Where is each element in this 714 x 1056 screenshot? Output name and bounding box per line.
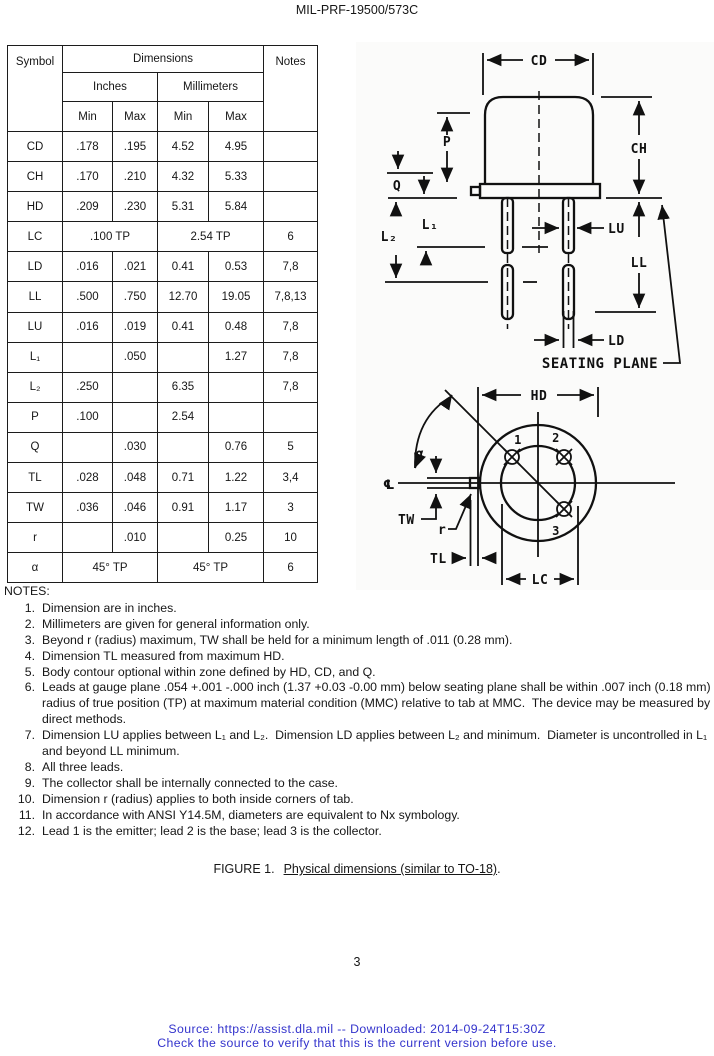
table-cell	[158, 432, 209, 462]
figure-caption-underlined: Physical dimensions (similar to TO-18)	[283, 862, 498, 876]
note-text: Millimeters are given for general information only.	[42, 616, 310, 631]
note-number: 3.	[24, 632, 35, 647]
note-item	[4, 792, 712, 808]
table-cell: .046	[113, 493, 158, 523]
table-row	[8, 192, 318, 222]
table-cell: LL	[8, 282, 63, 312]
table-cell: Q	[8, 432, 63, 462]
notes-list	[4, 601, 712, 840]
table-row	[8, 252, 318, 282]
table-cell: .019	[113, 312, 158, 342]
table-cell	[158, 342, 209, 372]
table-cell: LU	[8, 312, 63, 342]
table-cell	[113, 402, 158, 432]
table-cell: .036	[63, 493, 113, 523]
table-cell: 7,8	[264, 372, 318, 402]
table-cell: 0.76	[209, 432, 264, 462]
table-cell: 2.54	[158, 402, 209, 432]
table-cell: .195	[113, 132, 158, 162]
table-cell	[158, 523, 209, 553]
table-cell: 4.32	[158, 162, 209, 192]
table-cell: .016	[63, 312, 113, 342]
notes-section	[4, 584, 712, 840]
note-number: 6.	[24, 680, 35, 695]
table-cell: .170	[63, 162, 113, 192]
table-cell: .750	[113, 282, 158, 312]
table-cell: 5.31	[158, 192, 209, 222]
col-header-dimensions: Dimensions	[63, 46, 264, 73]
col-header-inches-max: Max	[113, 102, 158, 132]
figure-caption-prefix: FIGURE 1.	[213, 862, 275, 876]
note-number: 12.	[17, 823, 35, 838]
footer-verify-line: Check the source to verify that this is the current version before use.	[157, 1035, 557, 1050]
table-cell: 6.35	[158, 372, 209, 402]
note-item	[4, 665, 712, 681]
table-cell: TW	[8, 493, 63, 523]
table-cell: P	[8, 402, 63, 432]
col-header-inches-min: Min	[63, 102, 113, 132]
table-row	[8, 463, 318, 493]
table-cell	[63, 432, 113, 462]
note-item	[4, 760, 712, 776]
table-cell: 0.41	[158, 312, 209, 342]
label-alpha: α	[415, 447, 425, 462]
table-cell: 12.70	[158, 282, 209, 312]
dimension-table	[7, 45, 318, 583]
table-cell: .178	[63, 132, 113, 162]
table-cell: 0.71	[158, 463, 209, 493]
table-cell: .028	[63, 463, 113, 493]
table-row	[8, 432, 318, 462]
table-cell	[264, 162, 318, 192]
label-tl: TL	[430, 552, 447, 567]
table-cell: 3	[264, 493, 318, 523]
table-cell: .250	[63, 372, 113, 402]
note-text: Leads at gauge plane .054 +.001 -.000 inch (1.37 +0.03 -0.00 mm) below seating plane shall be within .007 inch (0.18 mm) radius of true position (TP) at maximum material condition (MMC) relative to tab at MMC. The device may be measured by direct methods.	[42, 680, 714, 727]
table-cell	[264, 402, 318, 432]
note-item	[4, 728, 712, 760]
label-ld: LD	[608, 334, 625, 349]
table-cell: HD	[8, 192, 63, 222]
table-cell: 1.17	[209, 493, 264, 523]
table-cell	[63, 342, 113, 372]
table-cell: 2.54 TP	[158, 222, 264, 252]
table-cell: .100	[63, 402, 113, 432]
note-text: Beyond r (radius) maximum, TW shall be held for a minimum length of .011 (0.28 mm).	[42, 632, 513, 647]
bottom-view-drawing	[358, 382, 714, 590]
table-cell: 0.48	[209, 312, 264, 342]
label-r: r	[438, 523, 447, 538]
table-cell: .230	[113, 192, 158, 222]
table-cell: 7,8	[264, 342, 318, 372]
note-number: 10.	[17, 791, 35, 806]
label-seating-plane: SEATING PLANE	[541, 356, 658, 372]
col-header-inches: Inches	[63, 73, 158, 102]
table-cell: LD	[8, 252, 63, 282]
notes-title: NOTES:	[4, 584, 50, 598]
note-item	[4, 680, 712, 728]
table-cell: 4.95	[209, 132, 264, 162]
note-number: 11.	[18, 807, 35, 822]
note-number: 9.	[24, 775, 35, 790]
table-cell: .010	[113, 523, 158, 553]
table-row	[8, 312, 318, 342]
table-cell: r	[8, 523, 63, 553]
note-text: Dimension TL measured from maximum HD.	[42, 648, 285, 663]
label-l2: L₂	[380, 230, 398, 245]
table-cell: 45° TP	[63, 553, 158, 583]
table-row	[8, 523, 318, 553]
download-source-footer	[0, 1023, 714, 1050]
table-row	[8, 132, 318, 162]
table-row	[8, 282, 318, 312]
note-item	[4, 824, 712, 840]
table-cell: 7,8	[264, 252, 318, 282]
label-l1: L₁	[421, 218, 439, 233]
table-cell: .209	[63, 192, 113, 222]
note-text: Lead 1 is the emitter; lead 2 is the base; lead 3 is the collector.	[42, 823, 382, 838]
dim-table-body	[8, 132, 318, 583]
table-cell: 1.22	[209, 463, 264, 493]
label-tw: TW	[398, 513, 415, 528]
table-cell: 7,8,13	[264, 282, 318, 312]
note-text: Dimension LU applies between L₁ and L₂. Dimension LD applies between L₂ and minimum. Diameter is uncontrolled in L₁ and beyond LL minimum.	[42, 728, 711, 759]
table-cell: CH	[8, 162, 63, 192]
note-item	[4, 776, 712, 792]
label-ll: LL	[630, 256, 648, 271]
table-cell: 6	[264, 222, 318, 252]
figure-caption-suffix: .	[497, 862, 501, 876]
table-cell: L₁	[8, 342, 63, 372]
note-text: Dimension are in inches.	[42, 600, 177, 615]
table-cell: 0.91	[158, 493, 209, 523]
label-centerline-symbol: ℄	[382, 478, 396, 493]
table-cell: 5.33	[209, 162, 264, 192]
table-cell	[264, 132, 318, 162]
table-row	[8, 553, 318, 583]
table-row	[8, 402, 318, 432]
table-row	[8, 162, 318, 192]
table-cell: 5	[264, 432, 318, 462]
note-item	[4, 633, 712, 649]
note-number: 8.	[24, 759, 35, 774]
table-cell: .050	[113, 342, 158, 372]
table-cell: 0.25	[209, 523, 264, 553]
col-header-mm-min: Min	[158, 102, 209, 132]
document-title: MIL-PRF-19500/573C	[295, 3, 419, 17]
note-item	[4, 617, 712, 633]
note-number: 7.	[24, 728, 35, 743]
note-text: All three leads.	[42, 759, 124, 774]
table-cell: 5.84	[209, 192, 264, 222]
note-text: The collector shall be internally connected to the case.	[42, 775, 338, 790]
note-item	[4, 808, 712, 824]
table-cell: .021	[113, 252, 158, 282]
table-cell: 0.53	[209, 252, 264, 282]
col-header-symbol: Symbol	[8, 46, 63, 132]
table-cell: 45° TP	[158, 553, 264, 583]
note-item	[4, 649, 712, 665]
footer-source-line: Source: https://assist.dla.mil -- Downloaded: 2014-09-24T15:30Z	[168, 1022, 546, 1036]
table-cell: LC	[8, 222, 63, 252]
table-cell	[113, 372, 158, 402]
note-number: 2.	[24, 616, 35, 631]
figure-caption	[0, 862, 714, 876]
label-p: P	[442, 135, 452, 150]
table-cell: .100 TP	[63, 222, 158, 252]
table-row	[8, 372, 318, 402]
side-view-drawing	[358, 45, 714, 381]
table-cell: .500	[63, 282, 113, 312]
table-cell: L₂	[8, 372, 63, 402]
table-cell	[63, 523, 113, 553]
table-cell: 4.52	[158, 132, 209, 162]
label-lead1: 1	[514, 433, 522, 447]
note-number: 5.	[24, 664, 35, 679]
table-cell: 7,8	[264, 312, 318, 342]
table-row	[8, 342, 318, 372]
note-number: 1.	[24, 600, 35, 615]
table-cell: .030	[113, 432, 158, 462]
col-header-mm-max: Max	[209, 102, 264, 132]
table-cell: 6	[264, 553, 318, 583]
label-hd: HD	[530, 389, 548, 404]
col-header-millimeters: Millimeters	[158, 73, 264, 102]
table-row	[8, 222, 318, 252]
label-lc: LC	[531, 573, 549, 588]
note-item	[4, 601, 712, 617]
table-cell: 0.41	[158, 252, 209, 282]
table-cell: .048	[113, 463, 158, 493]
table-cell	[209, 402, 264, 432]
label-lead2: 2	[552, 431, 560, 445]
table-cell	[264, 192, 318, 222]
table-cell: CD	[8, 132, 63, 162]
note-text: In accordance with ANSI Y14.5M, diameters are equivalent to Nx symbology.	[42, 807, 460, 822]
col-header-notes: Notes	[264, 46, 318, 132]
table-cell: 1.27	[209, 342, 264, 372]
label-cd: CD	[530, 54, 548, 69]
table-cell: .016	[63, 252, 113, 282]
note-number: 4.	[24, 648, 35, 663]
label-ch: CH	[630, 142, 648, 157]
page-number: 3	[353, 955, 361, 969]
table-cell: .210	[113, 162, 158, 192]
note-text: Dimension r (radius) applies to both inside corners of tab.	[42, 791, 354, 806]
table-cell: 3,4	[264, 463, 318, 493]
label-lead3: 3	[552, 524, 560, 538]
table-cell: 10	[264, 523, 318, 553]
table-cell: 19.05	[209, 282, 264, 312]
note-text: Body contour optional within zone defined by HD, CD, and Q.	[42, 664, 376, 679]
table-row	[8, 493, 318, 523]
label-lu: LU	[608, 222, 625, 237]
label-q: Q	[392, 179, 402, 194]
table-cell: TL	[8, 463, 63, 493]
table-cell: α	[8, 553, 63, 583]
table-cell	[209, 372, 264, 402]
